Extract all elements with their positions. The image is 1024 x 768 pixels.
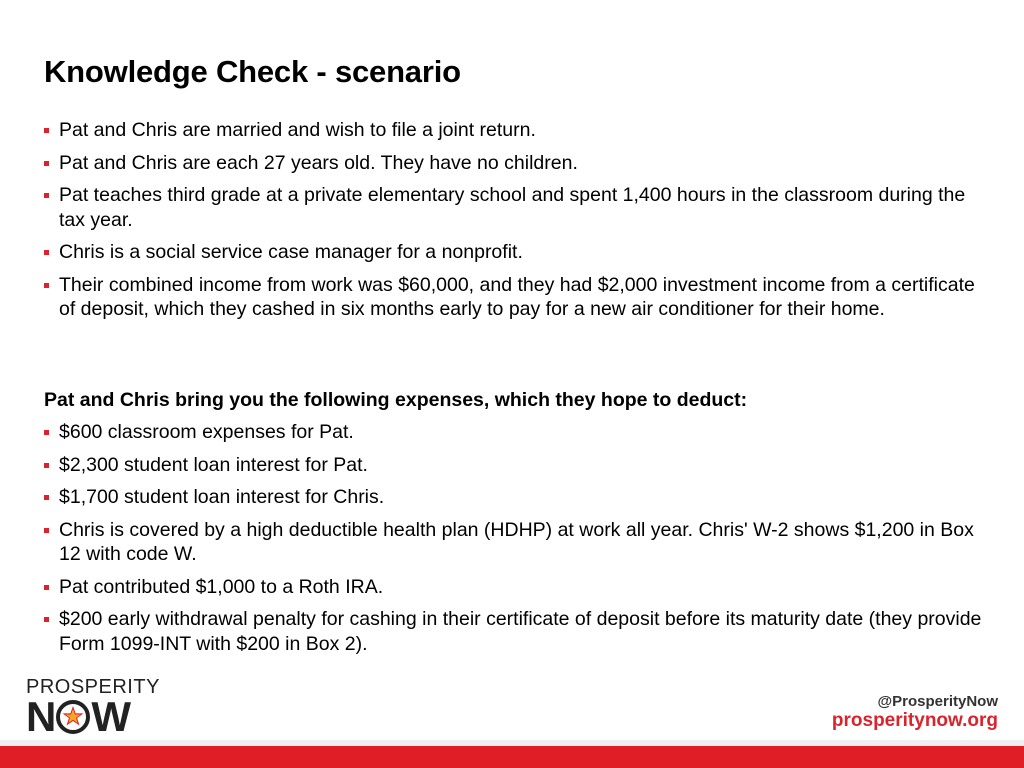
list-item-text: Their combined income from work was $60,000, and they had $2,000 investment income from a certificate of deposit, which they cashed in six months early to pay for a new air conditioner for their home. [59,273,975,320]
list-item [44,485,984,510]
list-item-text: Pat teaches third grade at a private elementary school and spent 1,400 hours in the classroom during the tax year. [59,184,966,231]
bullet-icon [44,585,49,590]
list-item [44,183,984,232]
website-link[interactable]: prosperitynow.org [831,710,998,731]
bullet-icon [44,128,49,133]
list-item-text: Chris is covered by a high deductible health plan (HDHP) at work all year. Chris' W-2 shows $1,200 in Box 12 with code W. [59,518,974,565]
scenario-facts-list [44,118,984,330]
list-item-text: Pat and Chris are each 27 years old. They have no children. [59,151,578,174]
bullet-icon [44,617,49,622]
list-item [44,575,984,600]
slide-title: Knowledge Check - scenario [44,54,461,89]
bullet-icon [44,495,49,500]
bullet-icon [44,283,49,288]
list-item-text: $2,300 student loan interest for Pat. [59,453,368,476]
list-item-text: Pat contributed $1,000 to a Roth IRA. [59,575,384,598]
bullet-icon [44,463,49,468]
list-item-text: Pat and Chris are married and wish to file a joint return. [59,119,536,141]
list-item-text: Chris is a social service case manager for a nonprofit. [59,241,523,263]
footer-bar [0,746,1024,768]
bullet-icon [44,430,49,435]
list-item-text: $200 early withdrawal penalty for cashing in their certificate of deposit before its maturity date (they provide Form 1099-INT with $200 in Box 2). [59,608,982,655]
list-item [44,420,984,445]
list-item [44,240,984,265]
list-item-text: $600 classroom expenses for Pat. [59,421,354,443]
bullet-icon [44,528,49,533]
list-item [44,518,984,567]
logo-wordmark-now [26,693,160,740]
list-item [44,118,984,143]
logo-letter-n: N [26,693,56,740]
twitter-handle: @ProsperityNow [877,693,998,710]
expenses-heading: Pat and Chris bring you the following expenses, which they hope to deduct: [44,389,748,411]
list-item [44,273,984,322]
list-item-text: $1,700 student loan interest for Chris. [59,486,385,508]
prosperity-now-logo [26,676,160,740]
star-o-icon [56,700,90,734]
logo-wordmark-top: PROSPERITY [26,676,160,698]
bullet-icon [44,161,49,166]
list-item [44,607,984,656]
expenses-list [44,420,984,664]
bullet-icon [44,250,49,255]
list-item [44,151,984,176]
logo-letter-w: W [91,693,130,740]
list-item [44,453,984,478]
bullet-icon [44,193,49,198]
social-info [832,693,998,732]
